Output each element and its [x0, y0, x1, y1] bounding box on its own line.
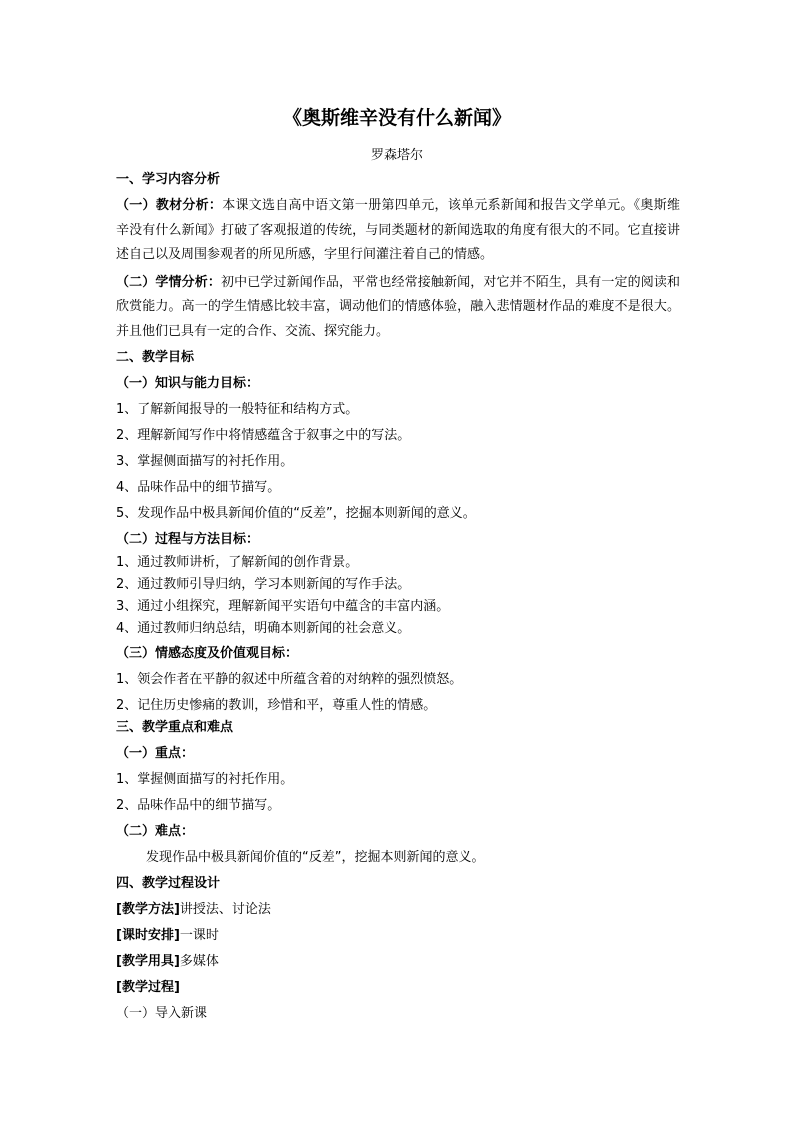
section-key-points [116, 716, 680, 870]
subheading-key-point: （一）重点： [116, 746, 195, 761]
info-label: [课时安排] [116, 928, 180, 943]
info-row [116, 898, 680, 922]
list-item: 4、通过教师归纳总结，明确本则新闻的社会意义。 [116, 621, 411, 636]
section-heading: 四、教学过程设计 [116, 876, 221, 891]
step-heading: （一）导入新课 [116, 1006, 208, 1021]
list-item: 1、了解新闻报导的一般特征和结构方式。 [116, 402, 359, 417]
paragraph-textbook-analysis [116, 194, 680, 268]
subheading-process: （二）过程与方法目标： [116, 532, 260, 547]
list-item: 1、掌握侧面描写的衬托作用。 [116, 772, 294, 787]
info-row [116, 976, 680, 1000]
section-heading: 一、学习内容分析 [116, 172, 221, 187]
subheading-knowledge: （一）知识与能力目标： [116, 376, 260, 391]
list-item: 3、通过小组探究，理解新闻平实语句中蕴含的丰富内涵。 [116, 599, 450, 614]
document-title: 《奥斯维辛没有什么新闻》 [282, 107, 511, 129]
section-heading: 二、教学目标 [116, 350, 195, 365]
section-heading: 三、教学重点和难点 [116, 720, 234, 735]
info-row [116, 924, 680, 948]
section-content-analysis [116, 168, 680, 344]
info-value: 讲授法、讨论法 [179, 902, 271, 917]
list-item: 2、品味作品中的细节描写。 [116, 798, 281, 813]
paragraph-label: （一）教材分析： [116, 198, 223, 213]
info-label: [教学方法] [116, 902, 180, 917]
paragraph-text: 初中已学过新闻作品，平常也经常接触新闻，对它并不陌生，具有一定的阅读和欣赏能力。高一的学生情感比较丰富，调动他们的情感体验，融入悲情题材作品的难度不是很大。并且他们已具有一定的合作、交流、探究能力。 [116, 274, 680, 339]
document-author: 罗森塔尔 [370, 148, 423, 163]
info-value: 多媒体 [179, 954, 219, 969]
info-row [116, 950, 680, 974]
subheading-difficulty: （二）难点： [116, 824, 195, 839]
paragraph-text: 本课文选自高中语文第一册第四单元，该单元系新闻和报告文学单元。《奥斯维辛没有什么新闻》打破了客观报道的传统，与同类题材的新闻选取的角度有很大的不同。它直接讲述自己以及周围参观者的所见所感，字里行间灌注着自己的情感。 [116, 198, 680, 262]
list-item: 2、记住历史惨痛的教训，珍惜和平，尊重人性的情感。 [116, 698, 437, 713]
paragraph-student-analysis [116, 271, 680, 345]
info-value: 一课时 [179, 928, 219, 943]
list-item: 1、领会作者在平静的叙述中所蕴含着的对纳粹的强烈愤怒。 [116, 672, 463, 687]
list-item: 2、理解新闻写作中将情感蕴含于叙事之中的写法。 [116, 428, 411, 443]
info-label: [教学用具] [116, 954, 180, 969]
list-item: 2、通过教师引导归纳，学习本则新闻的写作手法。 [116, 577, 411, 592]
difficulty-text: 发现作品中极具新闻价值的“反差”，挖掘本则新闻的意义。 [146, 850, 485, 865]
list-item: 5、发现作品中极具新闻价值的“反差”，挖掘本则新闻的意义。 [116, 506, 476, 521]
paragraph-label: （二）学情分析： [116, 274, 221, 290]
section-process-design [116, 872, 680, 1026]
list-item: 4、品味作品中的细节描写。 [116, 480, 281, 495]
subheading-values: （三）情感态度及价值观目标： [116, 646, 299, 661]
list-item: 3、掌握侧面描写的衬托作用。 [116, 454, 294, 469]
list-item: 1、通过教师讲析，了解新闻的创作背景。 [116, 555, 359, 570]
info-label: [教学过程] [116, 980, 180, 995]
section-teaching-goals [116, 346, 680, 718]
